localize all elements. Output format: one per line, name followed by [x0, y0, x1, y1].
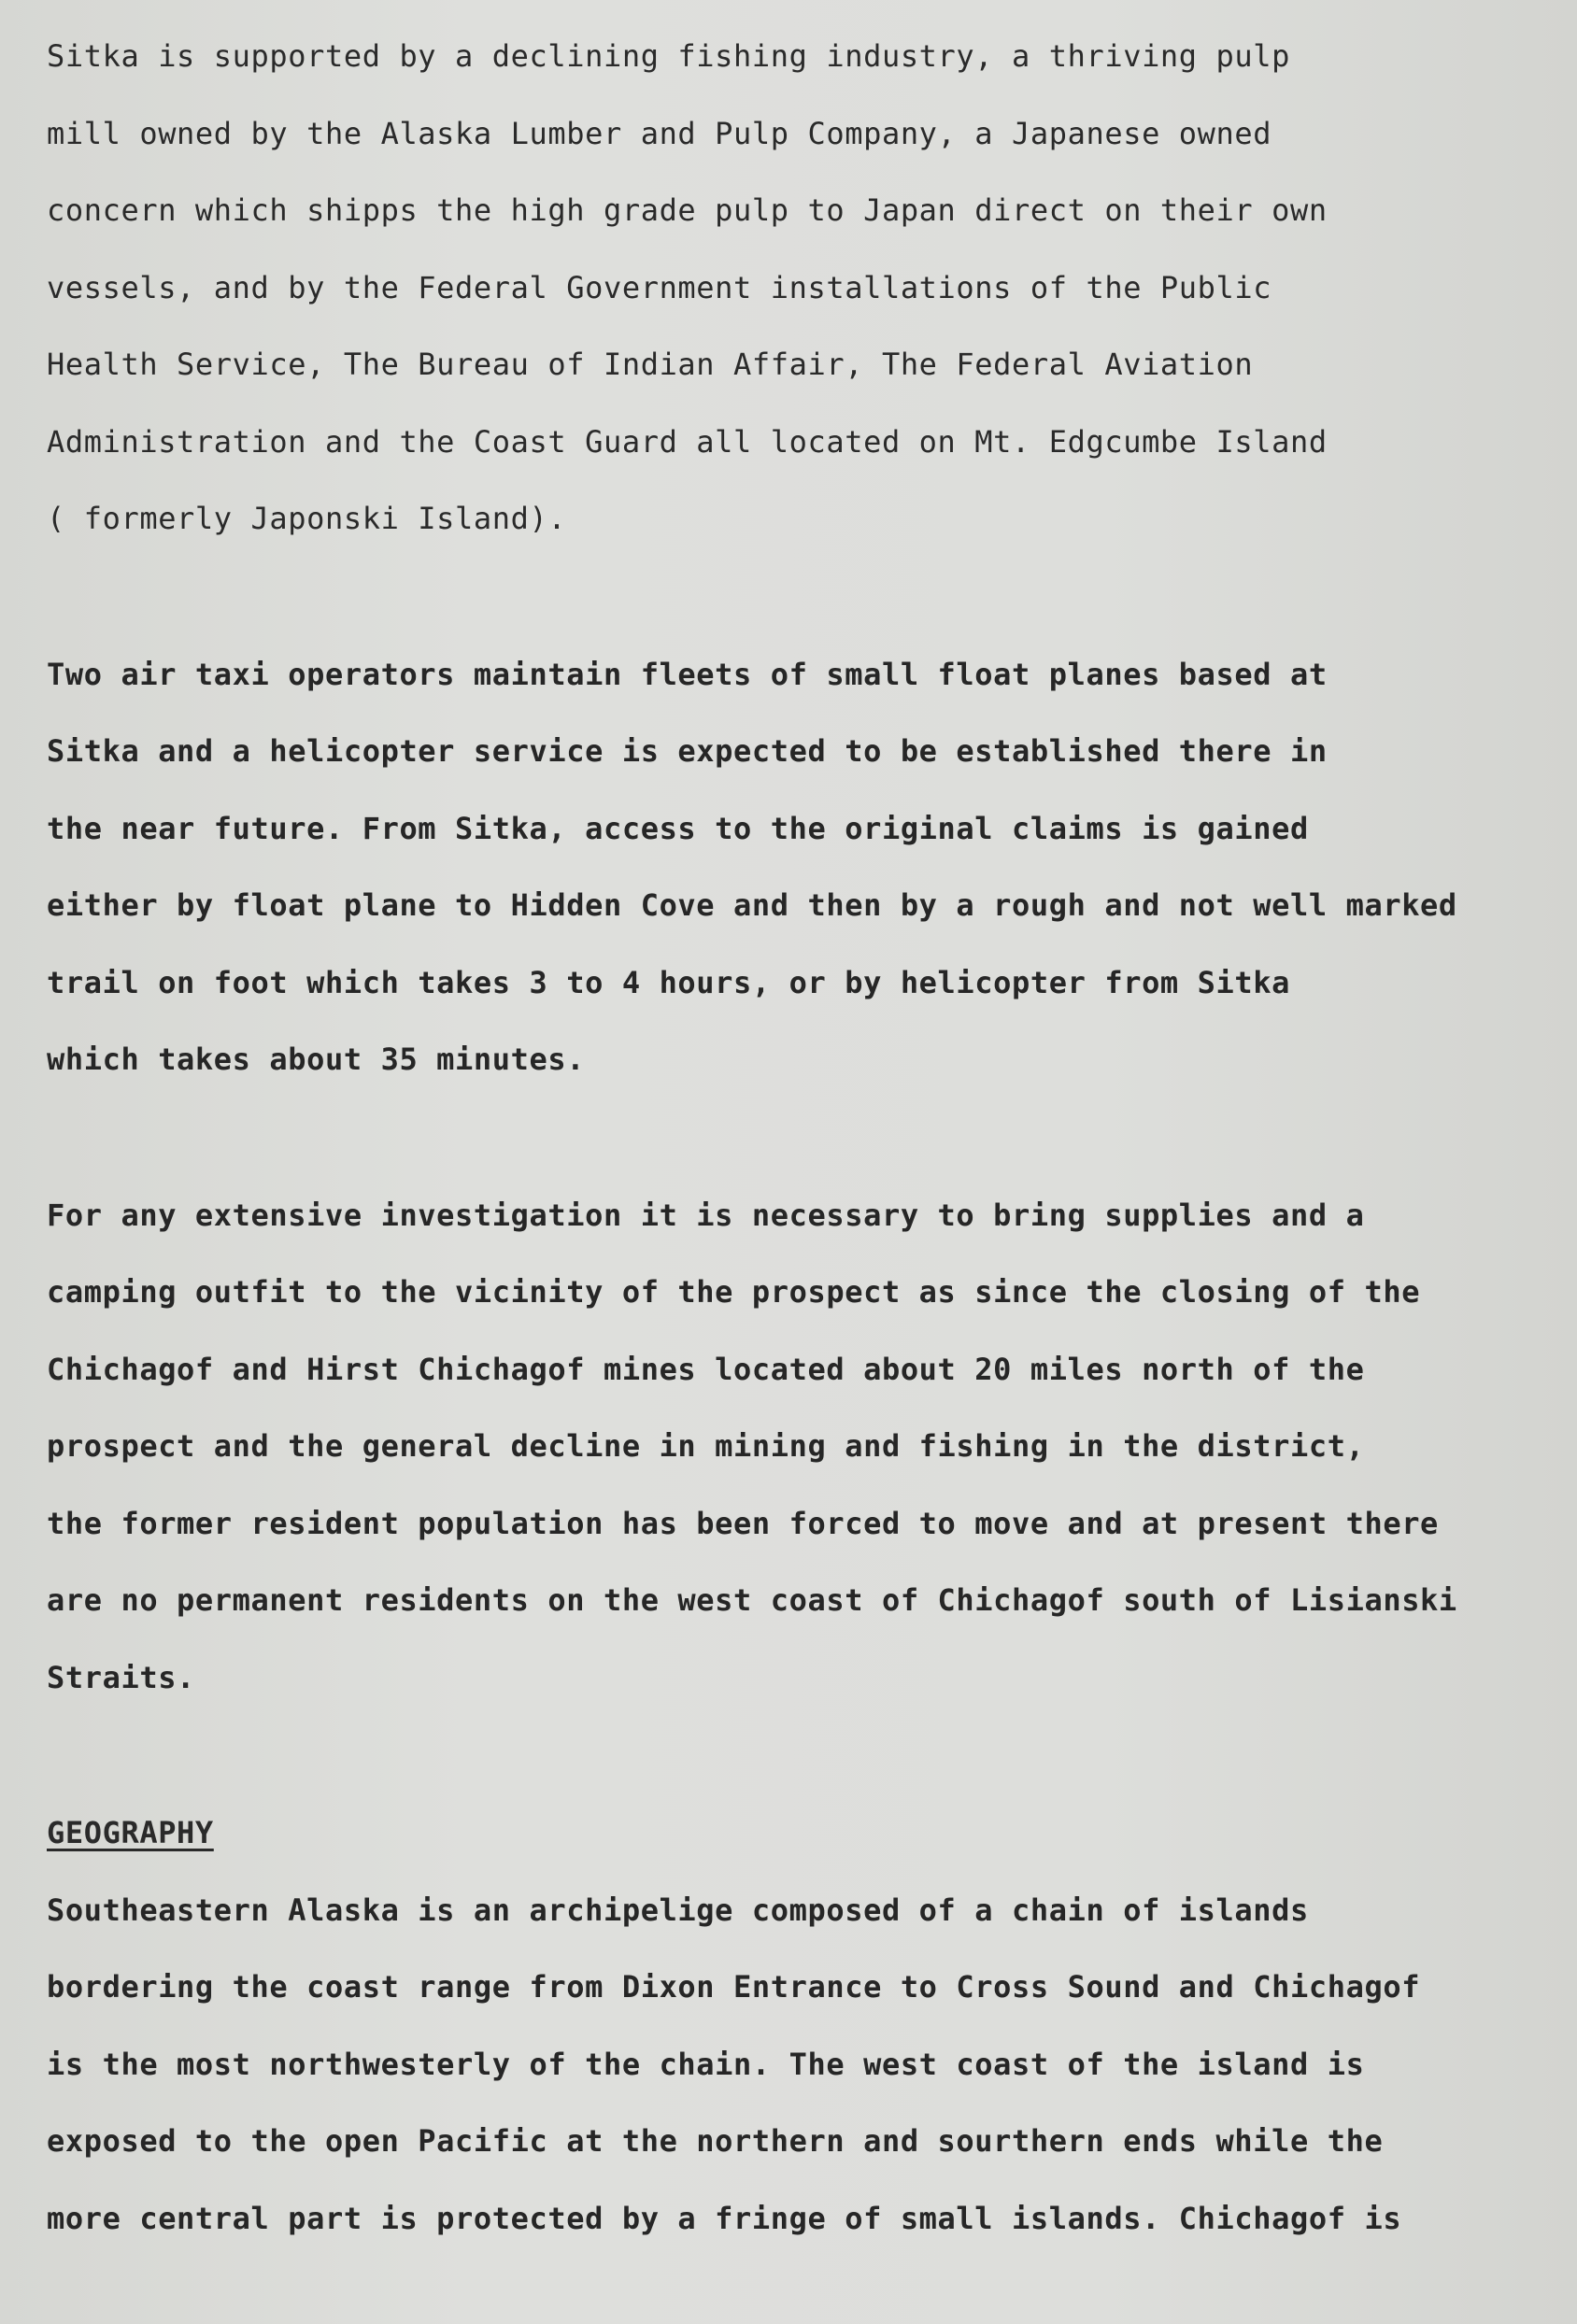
paragraph-sitka-economy [47, 37, 1541, 577]
text-line: Sitka is supported by a declining fishing industry, a thriving pulp [47, 38, 1290, 74]
text-line: bordering the coast range from Dixon Entrance to Cross Sound and Chichagof [47, 1969, 1421, 2005]
text-line: Two air taxi operators maintain fleets of small float planes based at [47, 656, 1328, 692]
paragraph-air-access [47, 656, 1541, 1118]
text-line: ( formerly Japonski Island). [47, 501, 567, 536]
text-line: is the most northwesterly of the chain. The west coast of the island is [47, 2046, 1365, 2082]
section-heading-geography: GEOGRAPHY [47, 1815, 214, 1850]
text-line: Southeastern Alaska is an archipelige composed of a chain of islands [47, 1892, 1309, 1928]
text-line: mill owned by the Alaska Lumber and Pulp Company, a Japanese owned [47, 115, 1272, 151]
text-line: prospect and the general decline in mining and fishing in the district, [47, 1428, 1365, 1464]
paragraph-supplies [47, 1197, 1541, 1736]
text-line: Sitka and a helicopter service is expected to be established there in [47, 733, 1328, 769]
typewritten-text [47, 37, 1541, 2276]
paragraph-geography [47, 1892, 1541, 2277]
text-line: more central part is protected by a fringe of small islands. Chichagof is [47, 2200, 1402, 2236]
text-line: Health Service, The Bureau of Indian Affair, The Federal Aviation [47, 347, 1254, 382]
text-line: Administration and the Coast Guard all located on Mt. Edgcumbe Island [47, 423, 1328, 460]
text-line: Chichagof and Hirst Chichagof mines located about 20 miles north of the [47, 1351, 1365, 1387]
text-line: concern which shipps the high grade pulp to Japan direct on their own [47, 192, 1328, 228]
text-line: exposed to the open Pacific at the northern and sourthern ends while the [47, 2123, 1384, 2159]
text-line: are no permanent residents on the west coast of Chichagof south of Lisianski [47, 1582, 1457, 1618]
text-line: trail on foot which takes 3 to 4 hours, or by helicopter from Sitka [47, 964, 1290, 1000]
text-line: the former resident population has been forced to move and at present there [47, 1505, 1439, 1541]
text-line: Straits. [47, 1659, 195, 1695]
text-line: the near future. From Sitka, access to the original claims is gained [47, 810, 1309, 846]
text-line: vessels, and by the Federal Government installations of the Public [47, 269, 1272, 305]
text-line: For any extensive investigation it is necessary to bring supplies and a [47, 1197, 1365, 1233]
text-line: which takes about 35 minutes. [47, 1042, 586, 1077]
text-line: camping outfit to the vicinity of the prospect as since the closing of the [47, 1274, 1421, 1310]
text-line: either by float plane to Hidden Cove and then by a rough and not well marked [47, 887, 1457, 923]
